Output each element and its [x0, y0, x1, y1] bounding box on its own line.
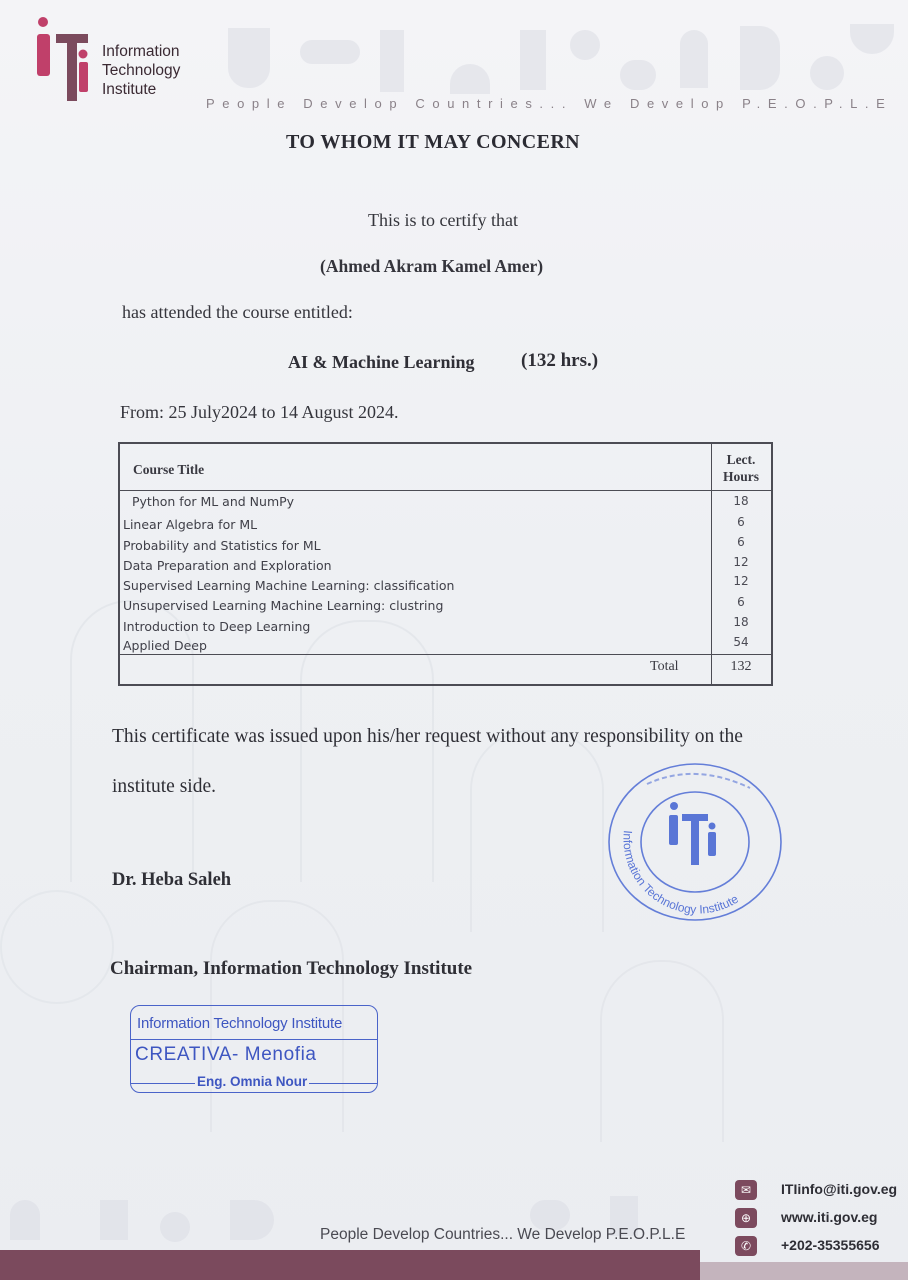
globe-icon: ⊕	[735, 1208, 757, 1228]
seal-iti-mark-icon	[669, 802, 716, 865]
table-row-name: Applied Deep	[123, 638, 207, 653]
date-range: From: 25 July2024 to 14 August 2024.	[120, 402, 399, 422]
table-row-hours: 6	[737, 515, 745, 529]
signatory-name: Dr. Heba Saleh	[112, 870, 232, 890]
stamp-divider	[131, 1039, 377, 1040]
table-row-name: Introduction to Deep Learning	[123, 619, 311, 634]
table-row-name: Unsupervised Learning Machine Learning: clustring	[123, 598, 444, 613]
header-tagline: People Develop Countries... We Develop P.E.O.P.L.E	[206, 96, 893, 111]
column-header-hours-line2: Hours	[722, 469, 759, 484]
table-row-name: Data Preparation and Exploration	[123, 558, 332, 573]
recipient-name: (Ahmed Akram Kamel Amer)	[320, 256, 544, 276]
phone-text: +202-35355656	[781, 1237, 880, 1253]
table-row-hours: 6	[737, 535, 745, 549]
table-row-name: Supervised Learning Machine Learning: classification	[123, 578, 455, 593]
course-table	[118, 442, 773, 686]
signatory-title: Chairman, Information Technology Institute	[110, 958, 473, 979]
table-row-hours: 6	[737, 595, 745, 609]
table-row-hours: 54	[733, 635, 749, 649]
stamp-line-3: Eng. Omnia Nour	[197, 1074, 308, 1089]
column-header-title: Course Title	[133, 462, 205, 477]
email-icon: ✉	[735, 1180, 757, 1200]
email-text: ITIinfo@iti.gov.eg	[781, 1181, 898, 1197]
website-text: www.iti.gov.eg	[781, 1209, 878, 1225]
disclaimer-line-1: This certificate was issued upon his/her request without any responsibility on the	[112, 726, 743, 747]
creativa-stamp	[130, 1005, 378, 1093]
course-name: AI & Machine Learning	[288, 352, 475, 372]
table-row-hours: 18	[733, 615, 749, 629]
disclaimer-line-2: institute side.	[112, 776, 216, 797]
table-row-hours: 12	[733, 574, 749, 588]
logo-line-1: Information	[102, 43, 180, 60]
column-header-hours-line1: Lect.	[726, 452, 756, 467]
attended-line: has attended the course entitled:	[122, 302, 353, 322]
logo-text	[102, 42, 180, 99]
table-row-name: Probability and Statistics for ML	[123, 538, 321, 553]
table-row-hours: 12	[733, 555, 749, 569]
footer-band	[0, 1250, 700, 1280]
iti-logo-mark-icon	[34, 14, 104, 104]
footer-tagline: People Develop Countries... We Develop P.E.O.P.L.E	[320, 1226, 686, 1243]
seal-ring-text: Information Technology Institute	[620, 829, 741, 917]
table-row-name: Linear Algebra for ML	[123, 517, 258, 532]
table-row-hours: 18	[733, 494, 749, 508]
total-value: 132	[730, 659, 752, 674]
document-title: TO WHOM IT MAY CONCERN	[286, 131, 581, 153]
column-header-hours	[714, 451, 768, 485]
stamp-line-2: CREATIVA- Menofia	[135, 1044, 317, 1065]
stamp-line-1: Information Technology Institute	[137, 1015, 343, 1032]
institute-seal	[602, 760, 788, 924]
course-hours: (132 hrs.)	[521, 350, 599, 371]
certify-line: This is to certify that	[368, 210, 518, 230]
table-row-name: Python for ML and NumPy	[132, 494, 295, 509]
logo-line-3: Institute	[102, 81, 157, 98]
table-total-divider	[120, 654, 771, 655]
phone-icon: ✆	[735, 1236, 757, 1256]
table-header-divider	[120, 490, 771, 491]
total-label: Total	[650, 659, 679, 674]
logo-line-2: Technology	[102, 62, 181, 79]
table-column-divider	[711, 444, 712, 684]
